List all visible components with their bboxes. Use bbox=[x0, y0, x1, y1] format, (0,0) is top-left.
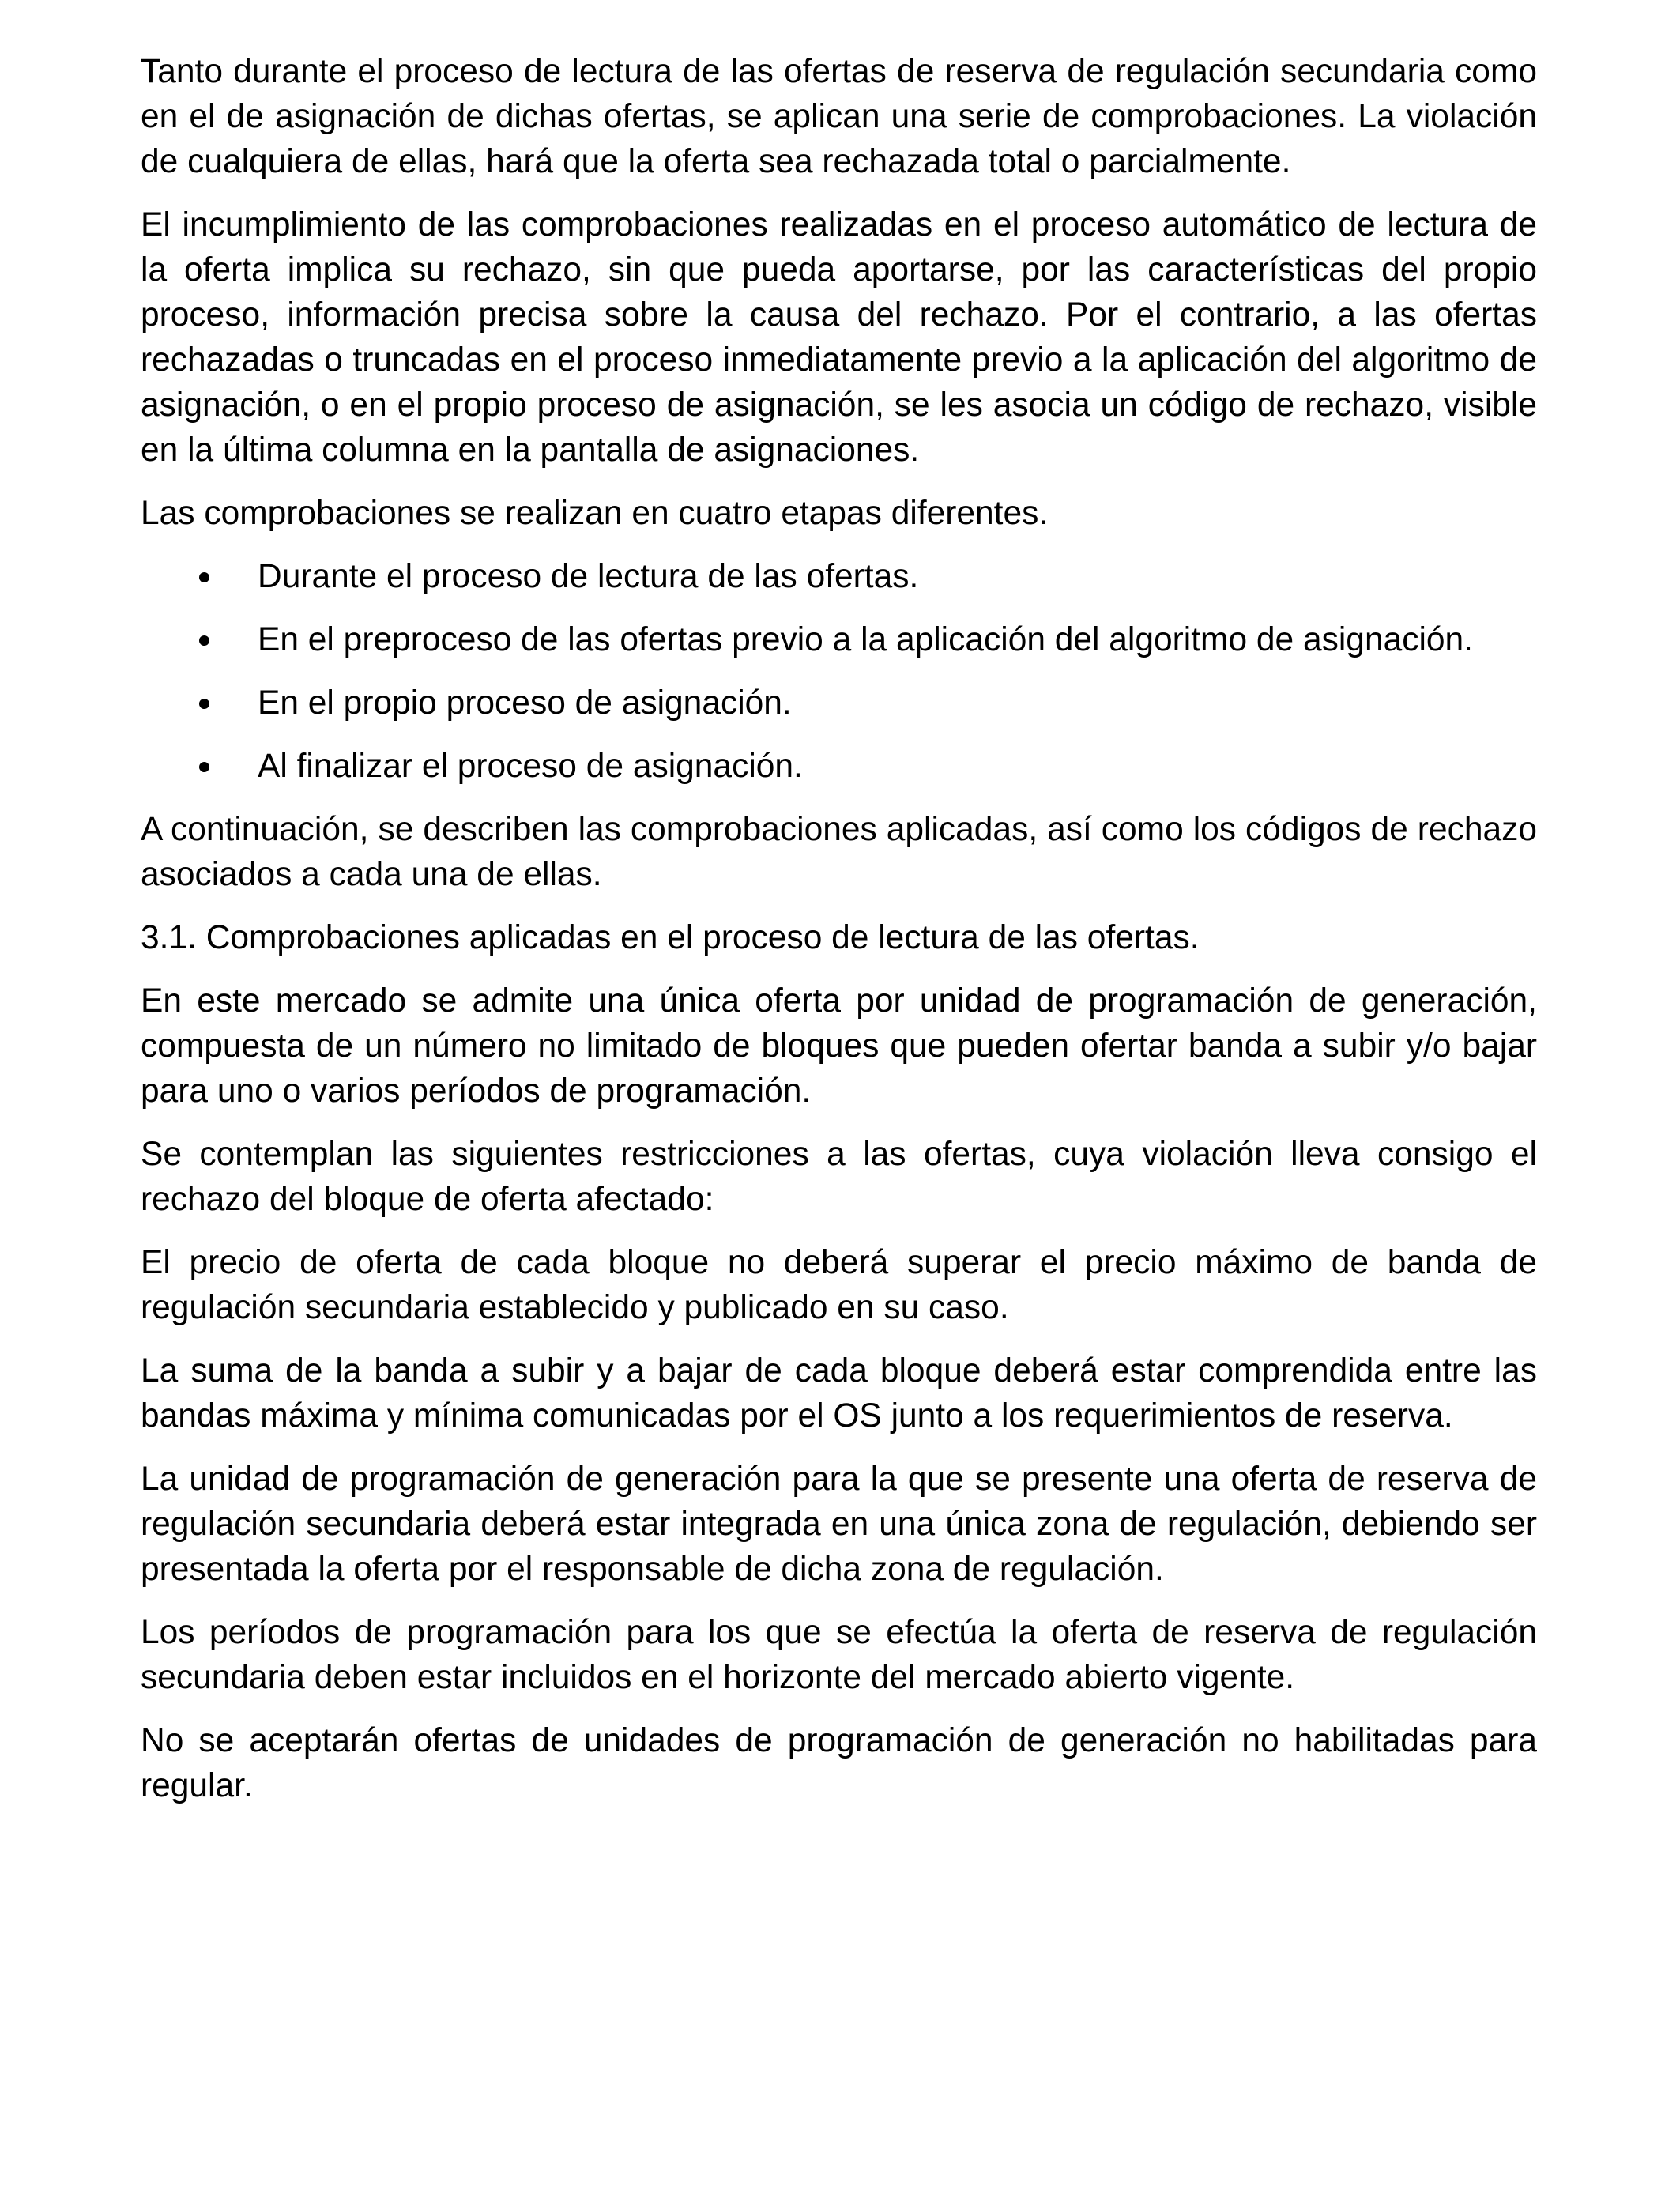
paragraph-enabled-units: No se aceptarán ofertas de unidades de programación de generación no habilitadas para regular. bbox=[141, 1722, 1537, 1804]
paragraph-regulation-zone: La unidad de programación de generación para la que se presente una oferta de reserva de regulación secundaria deberá estar integrada en una única zona de regulación, debiendo ser presentada la oferta por el responsable de dicha zona de regulación. bbox=[141, 1461, 1537, 1588]
paragraph-stages-intro: Las comprobaciones se realizan en cuatro etapas diferentes. bbox=[141, 495, 1049, 532]
section-heading-3-1: 3.1. Comprobaciones aplicadas en el proceso de lectura de las ofertas. bbox=[141, 919, 1200, 956]
list-item-text: En el preproceso de las ofertas previo a la aplicación del algoritmo de asignación. bbox=[258, 621, 1473, 658]
list-item bbox=[141, 554, 1537, 599]
paragraph-max-price: El precio de oferta de cada bloque no deberá superar el precio máximo de banda de regulación secundaria establecido y publicado en su caso. bbox=[141, 1244, 1537, 1326]
list-item bbox=[141, 744, 1537, 789]
paragraph-programming-periods: Los períodos de programación para los que se efectúa la oferta de reserva de regulación secundaria deben estar incluidos en el horizonte del mercado abierto vigente. bbox=[141, 1614, 1537, 1696]
list-item-text: Durante el proceso de lectura de las ofertas. bbox=[258, 558, 919, 595]
list-item-text: Al finalizar el proceso de asignación. bbox=[258, 748, 803, 785]
list-item-text: En el propio proceso de asignación. bbox=[258, 684, 792, 722]
bullet-icon bbox=[199, 635, 209, 646]
list-item bbox=[141, 680, 1537, 726]
paragraph-description-intro: A continuación, se describen las comprobaciones aplicadas, así como los códigos de rechazo asociados a cada una de ellas. bbox=[141, 811, 1537, 893]
list-item bbox=[141, 617, 1537, 662]
paragraph-restrictions-intro: Se contemplan las siguientes restricciones a las ofertas, cuya violación lleva consigo el rechazo del bloque de oferta afectado: bbox=[141, 1136, 1537, 1218]
bullet-icon bbox=[199, 699, 209, 709]
paragraph-intro-checks: Tanto durante el proceso de lectura de las ofertas de reserva de regulación secundaria como en el de asignación de dichas ofertas, se aplican una serie de comprobaciones. La violación de cualquiera de ellas, hará que la oferta sea rechazada total o parcialmente. bbox=[141, 53, 1537, 180]
bullet-icon bbox=[199, 572, 209, 582]
document-page bbox=[141, 49, 1537, 1826]
paragraph-band-sum: La suma de la banda a subir y a bajar de cada bloque deberá estar comprendida entre las bandas máxima y mínima comunicadas por el OS junto a los requerimientos de reserva. bbox=[141, 1352, 1537, 1434]
paragraph-rejection-codes: El incumplimiento de las comprobaciones realizadas en el proceso automático de lectura de la oferta implica su rechazo, sin que pueda aportarse, por las características del propio proceso, información precisa sobre la causa del rechazo. Por el contrario, a las ofertas rechazadas o truncadas en el proceso inmediatamente previo a la aplicación del algoritmo de asignación, o en el propio proceso de asignación, se les asocia un código de rechazo, visible en la última columna en la pantalla de asignaciones. bbox=[141, 206, 1537, 469]
stages-list bbox=[141, 554, 1537, 789]
paragraph-single-offer: En este mercado se admite una única oferta por unidad de programación de generación, compuesta de un número no limitado de bloques que pueden ofertar banda a subir y/o bajar para uno o varios períodos de programación. bbox=[141, 982, 1537, 1110]
bullet-icon bbox=[199, 762, 209, 772]
